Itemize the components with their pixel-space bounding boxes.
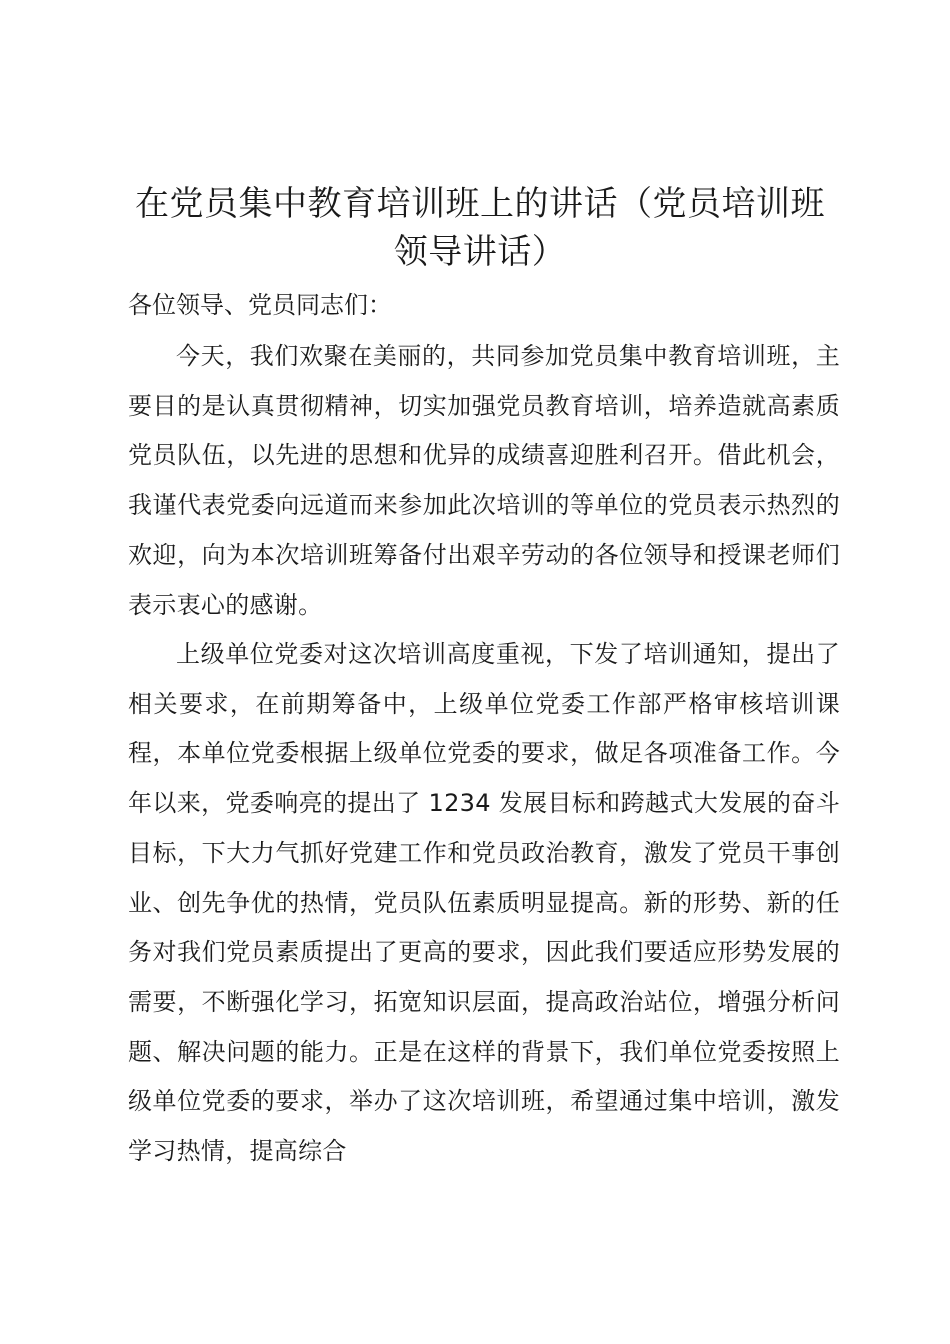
- paragraph-1: 今天，我们欢聚在美丽的，共同参加党员集中教育培训班，主要目的是认真贯彻精神，切实加强党员教育培训，培养造就高素质党员队伍，以先进的思想和优异的成绩喜迎胜利召开。借此机会，我谨代表党委向远道而来参加此次培训的等单位的党员表示热烈的欢迎，向为本次培训班筹备付出艰辛劳动的各位领导和授课老师们表示衷心的感谢。: [128, 342, 840, 619]
- paragraph-2: 上级单位党委对这次培训高度重视，下发了培训通知，提出了相关要求，在前期筹备中，上级单位党委工作部严格审核培训课程，本单位党委根据上级单位党委的要求，做足各项准备工作。今年以来，党委响亮的提出了 1234 发展目标和跨越式大发展的奋斗目标，下大力气抓好党建工作和党员政治教育，激发了党员干事创业、创先争优的热情，党员队伍素质明显提高。新的形势、新的任务对我们党员素质提出了更高的要求，因此我们要适应形势发展的需要，不断强化学习，拓宽知识层面，提高政治站位，增强分析问题、解决问题的能力。正是在这样的背景下，我们单位党委按照上级单位党委的要求，举办了这次培训班，希望通过集中培训，激发学习热情，提高综合: [128, 640, 840, 1166]
- salutation: 各位领导、党员同志们：: [128, 291, 392, 319]
- document-title: 在党员集中教育培训班上的讲话（党员培训班领导讲话）: [135, 184, 825, 272]
